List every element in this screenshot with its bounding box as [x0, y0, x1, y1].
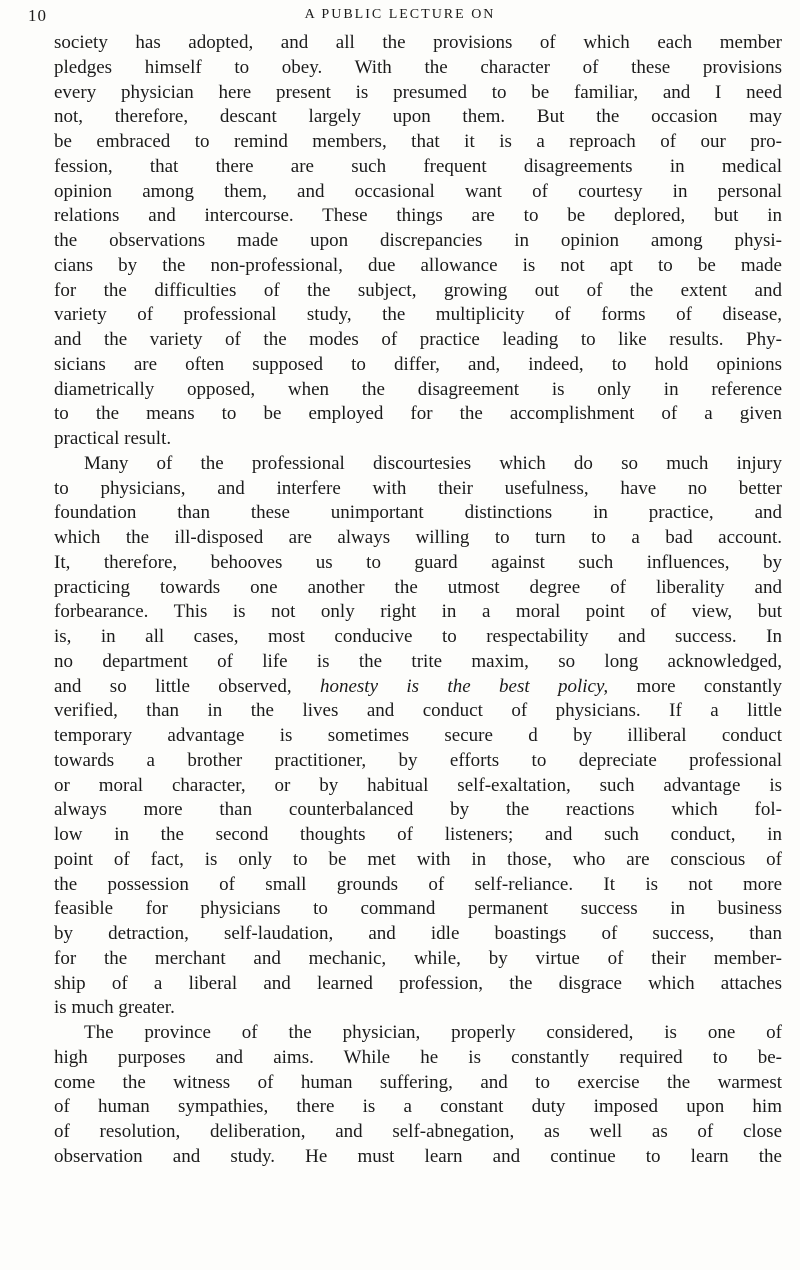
- text-line: It, therefore, behooves us to guard against such influences, by: [54, 551, 782, 573]
- paragraph-start-line: Many of the professional discourtesies which do so much injury: [84, 452, 782, 474]
- text-line: society has adopted, and all the provisions of which each member: [54, 32, 782, 53]
- text-line: feasible for physicians to command permanent success in business: [54, 898, 782, 920]
- text-line: forbearance. This is not only right in a moral point of view, but: [54, 601, 782, 623]
- paragraph-end-line: is much greater.: [54, 997, 175, 1019]
- text-body: [54, 31, 782, 1170]
- italic-maxim: honesty is the best policy,: [319, 675, 609, 697]
- page-number: 10: [28, 6, 47, 25]
- text-line: opinion among them, and occasional want of courtesy in personal: [54, 180, 782, 202]
- text-line: to the means to be employed for the accomplishment of a given: [54, 403, 782, 425]
- text-line: to physicians, and interfere with their usefulness, have no better: [54, 477, 782, 499]
- text-line: or moral character, or by habitual self-exaltation, such advantage is: [54, 774, 782, 796]
- paragraph-end-line: practical result.: [54, 428, 172, 449]
- text-line: not, therefore, descant largely upon them. But the occasion may: [54, 106, 782, 128]
- text-line: be embraced to remind members, that it is a reproach of our pro-: [54, 131, 782, 152]
- text-line: come the witness of human suffering, and to exercise the warmest: [54, 1071, 782, 1093]
- running-head-title: A PUBLIC LECTURE ON: [304, 7, 496, 22]
- text-line: ship of a liberal and learned profession, the disgrace which attaches: [54, 972, 782, 994]
- text-line: fession, that there are such frequent disagreements in medical: [54, 155, 782, 177]
- running-head: [28, 6, 772, 28]
- text-line: which the ill-disposed are always willing to turn to a bad account.: [54, 527, 782, 548]
- text-line: temporary advantage is sometimes secure d by illiberal conduct: [54, 725, 782, 746]
- text-line: low in the second thoughts of listeners; and such conduct, in: [54, 824, 782, 845]
- text-line: every physician here present is presumed to be familiar, and I need: [54, 81, 782, 103]
- text-line: cians by the non-professional, due allowance is not apt to be made: [54, 254, 782, 276]
- text-line: of resolution, deliberation, and self-abnegation, as well as of close: [54, 1121, 782, 1142]
- text-line: relations and intercourse. These things are to be deplored, but in: [54, 205, 782, 227]
- text-segment: more constantly: [636, 675, 782, 697]
- text-line: diametrically opposed, when the disagreement is only in reference: [54, 378, 782, 400]
- text-line: foundation than these unimportant distinctions in practice, and: [54, 502, 782, 524]
- text-line: and the variety of the modes of practice leading to like results. Phy-: [54, 329, 782, 350]
- text-line: point of fact, is only to be met with in those, who are conscious of: [54, 848, 782, 870]
- text-line: by detraction, self-laudation, and idle boastings of success, than: [54, 923, 782, 944]
- text-line: always more than counterbalanced by the reactions which fol-: [54, 799, 782, 821]
- text-segment: and so little observed,: [54, 675, 292, 697]
- text-line: of human sympathies, there is a constant duty imposed upon him: [54, 1096, 782, 1118]
- text-line: is, in all cases, most conducive to respectability and success. In: [54, 626, 782, 647]
- text-line: towards a brother practitioner, by efforts to depreciate professional: [54, 749, 782, 771]
- text-line: the observations made upon discrepancies in opinion among physi-: [54, 230, 782, 251]
- text-line: for the difficulties of the subject, growing out of the extent and: [54, 279, 782, 301]
- paragraph-start-line: The province of the physician, properly considered, is one of: [84, 1022, 782, 1043]
- text-line: the possession of small grounds of self-reliance. It is not more: [54, 873, 782, 895]
- text-line: pledges himself to obey. With the character of these provisions: [54, 56, 782, 78]
- text-line: no department of life is the trite maxim, so long acknowledged,: [54, 650, 782, 672]
- text-line: sicians are often supposed to differ, and, indeed, to hold opinions: [54, 353, 782, 375]
- text-line-with-italic: [54, 675, 782, 700]
- text-line: observation and study. He must learn and continue to learn the: [54, 1145, 782, 1167]
- text-line: high purposes and aims. While he is constantly required to be-: [54, 1046, 782, 1068]
- text-line: verified, than in the lives and conduct of physicians. If a little: [54, 700, 782, 722]
- text-line: for the merchant and mechanic, while, by virtue of their member-: [54, 947, 782, 969]
- text-line: variety of professional study, the multiplicity of forms of disease,: [54, 304, 782, 326]
- text-line: practicing towards one another the utmost degree of liberality and: [54, 576, 782, 598]
